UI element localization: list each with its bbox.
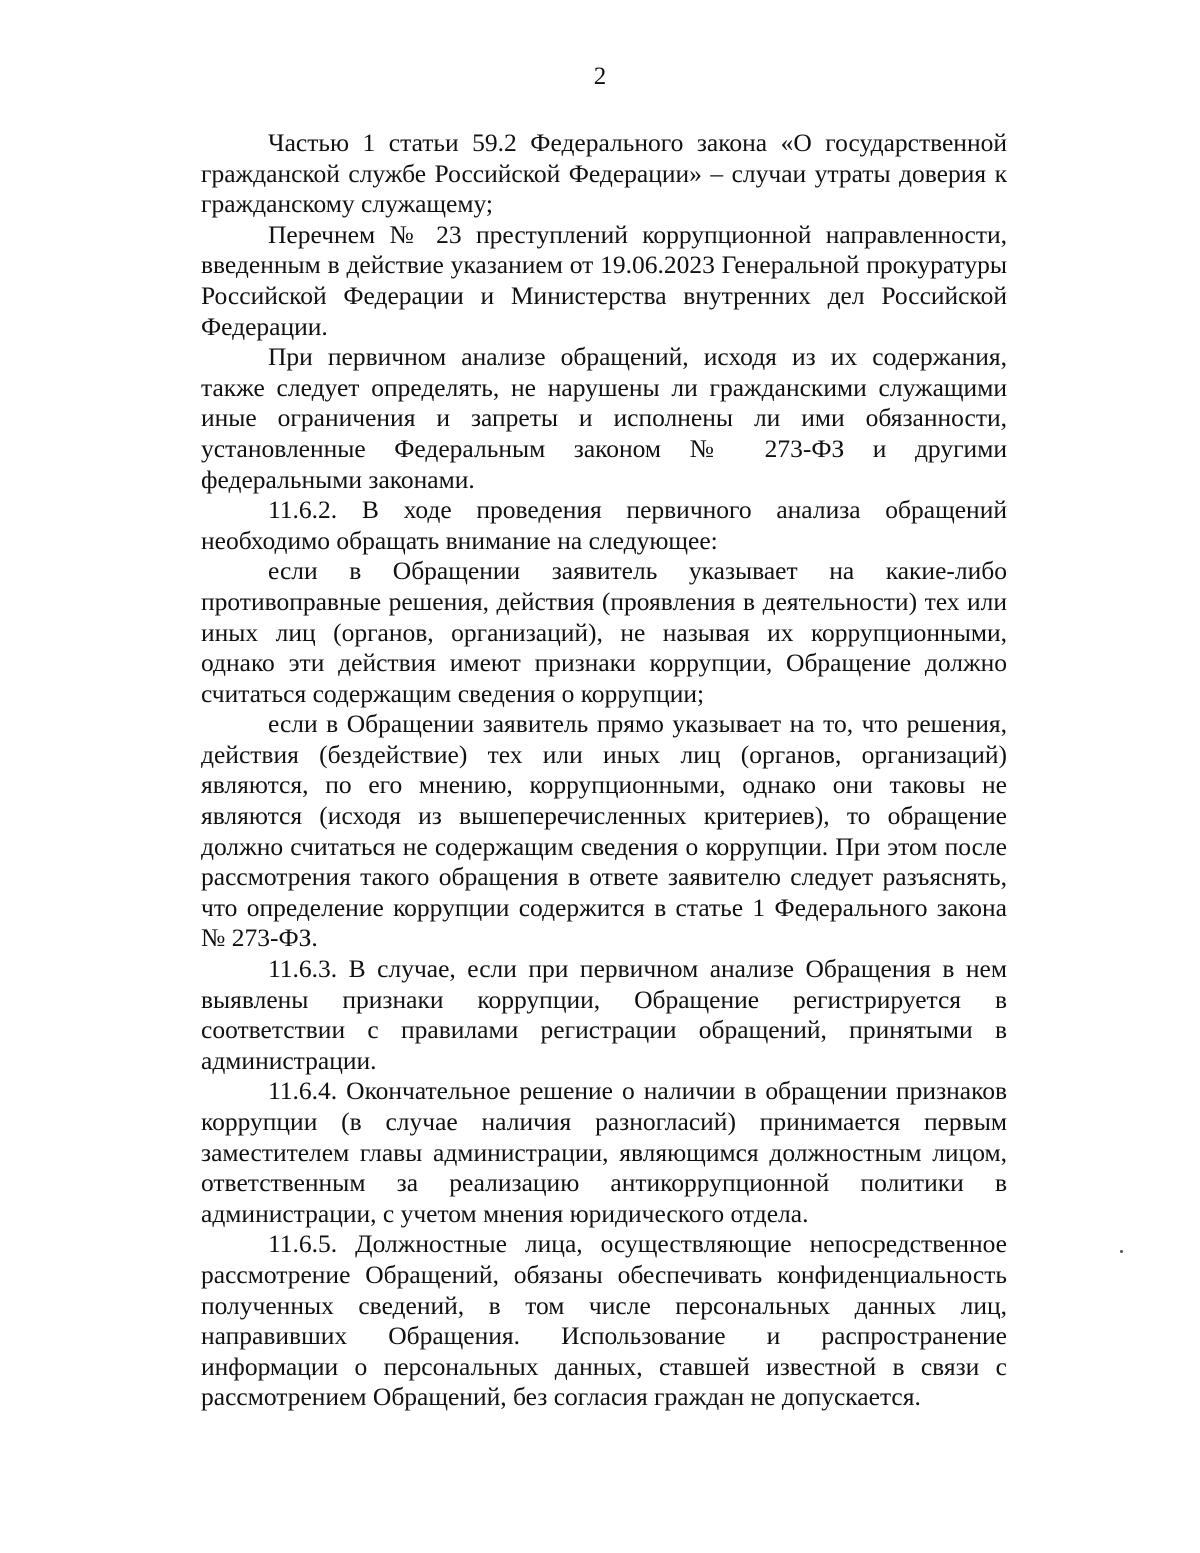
- paragraph-part1-article-59-2: Частью 1 статьи 59.2 Федерального закона «О государственной гражданской службе Российской Федерации» – случаи утраты доверия к гражданскому служащему;: [201, 128, 1007, 219]
- paragraph-11-6-3: 11.6.3. В случае, если при первичном анализе Обращения в нем выявлены признаки коррупции, Обращение регистрируется в соответствии с правилами регистрации обращений, принятыми в администрации.: [201, 954, 1007, 1075]
- paragraph-unlawful-decisions: если в Обращении заявитель указывает на какие-либо противоправные решения, действия (проявления в деятельности) тех или иных лиц (органов, организаций), не называя их коррупционными, однако эти действия имеют признаки коррупции, Обращение должно считаться содержащим сведения о коррупции;: [201, 556, 1007, 708]
- paragraph-list-23: Перечнем № 23 преступлений коррупционной направленности, введенным в действие указанием от 19.06.2023 Генеральной прокуратуры Российской Федерации и Министерства внутренних дел Российской Федерации.: [201, 219, 1007, 341]
- paragraph-11-6-2: 11.6.2. В ходе проведения первичного анализа обращений необходимо обращать внимание на следующее:: [201, 495, 1007, 555]
- document-body: [201, 128, 1007, 1413]
- scan-speck: [1120, 1250, 1123, 1253]
- paragraph-11-6-5: 11.6.5. Должностные лица, осуществляющие непосредственное рассмотрение Обращений, обязаны обеспечивать конфиденциальность полученных сведений, в том числе персональных данных лиц, направивших Обращения. Использование и распространение информации о персональных данных, ставшей известной в связи с рассмотрением Обращений, без согласия граждан не допускается.: [201, 1229, 1007, 1412]
- paragraph-applicant-claims: если в Обращении заявитель прямо указывает на то, что решения, действия (бездействие) тех или иных лиц (органов, организаций) являются, по его мнению, коррупционными, однако они таковы не являются (исходя из вышеперечисленных критериев), то обращение должно считаться не содержащим сведения о коррупции. При этом после рассмотрения такого обращения в ответе заявителю следует разъяснять, что определение коррупции содержится в статье 1 Федерального закона № 273-ФЗ.: [201, 709, 1007, 953]
- paragraph-11-6-4: 11.6.4. Окончательное решение о наличии в обращении признаков коррупции (в случае наличия разногласий) принимается первым заместителем главы администрации, являющимся должностным лицом, ответственным за реализацию антикоррупционной политики в администрации, с учетом мнения юридического отдела.: [201, 1076, 1007, 1228]
- paragraph-primary-analysis: При первичном анализе обращений, исходя из их содержания, также следует определять, не нарушены ли гражданскими служащими иные ограничения и запреты и исполнены ли ими обязанности, установленные Федеральным законом № 273-ФЗ и другими федеральными законами.: [201, 342, 1007, 494]
- page-number: 2: [593, 63, 607, 90]
